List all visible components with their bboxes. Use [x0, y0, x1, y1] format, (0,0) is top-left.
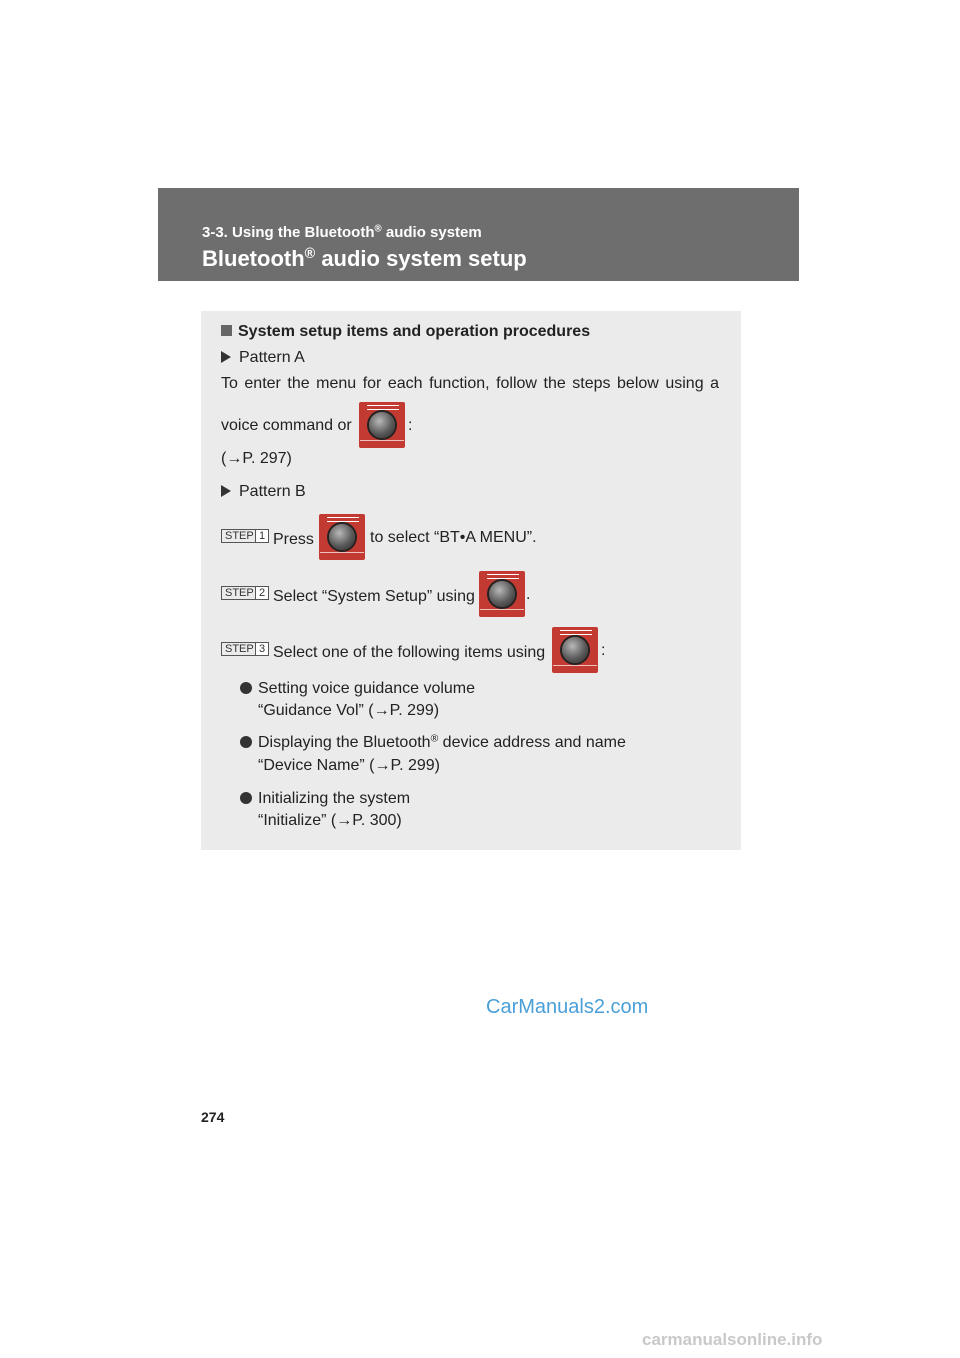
intro-text-line1: To enter the menu for each function, follow the steps below using a: [221, 375, 719, 392]
pattern-b-label: Pattern B: [221, 483, 306, 501]
list-item: Setting voice guidance volume: [240, 680, 475, 698]
play-triangle-icon: [221, 351, 231, 363]
pattern-a-label: Pattern A: [221, 349, 305, 367]
intro-colon: :: [408, 417, 413, 434]
list-item-ref: “Device Name” (→P. 299): [258, 757, 440, 774]
step-badge: STEP 3: [221, 642, 269, 656]
tune-file-knob-icon: [359, 402, 405, 448]
square-bullet-icon: [221, 325, 232, 336]
step-3: STEP 3 Select one of the following items using: [221, 642, 545, 662]
reference-p297: (→P. 297): [221, 450, 292, 467]
tune-file-knob-icon: [552, 627, 598, 673]
tune-file-knob-icon: [319, 514, 365, 560]
step-1: STEP 1 Press: [221, 529, 314, 549]
list-item: Displaying the Bluetooth® device address and name: [240, 734, 626, 752]
step-2-text: .: [526, 586, 531, 603]
step-3-text: :: [601, 642, 606, 659]
box-heading: System setup items and operation procedures: [221, 323, 590, 341]
page-title: Bluetooth® audio system setup: [202, 246, 527, 271]
tune-file-knob-icon: [479, 571, 525, 617]
step-1-text: to select “BT•A MENU”.: [370, 529, 537, 546]
list-item: Initializing the system: [240, 790, 410, 808]
step-2: STEP 2 Select “System Setup” using: [221, 586, 475, 606]
watermark-carmanuals2[interactable]: CarManuals2.com: [486, 996, 649, 1018]
step-badge: STEP 2: [221, 586, 269, 600]
bullet-icon: [240, 736, 252, 748]
intro-text-line2: voice command or: [221, 417, 352, 434]
section-label: 3-3. Using the Bluetooth® audio system: [202, 223, 482, 241]
step-badge: STEP 1: [221, 529, 269, 543]
list-item-ref: “Initialize” (→P. 300): [258, 812, 402, 829]
list-item-ref: “Guidance Vol” (→P. 299): [258, 702, 440, 719]
bullet-icon: [240, 792, 252, 804]
page-number: 274: [201, 1109, 225, 1125]
watermark-carmanualsonline: carmanualsonline.info: [642, 1330, 823, 1349]
section-header: [158, 188, 799, 281]
play-triangle-icon: [221, 485, 231, 497]
bullet-icon: [240, 682, 252, 694]
